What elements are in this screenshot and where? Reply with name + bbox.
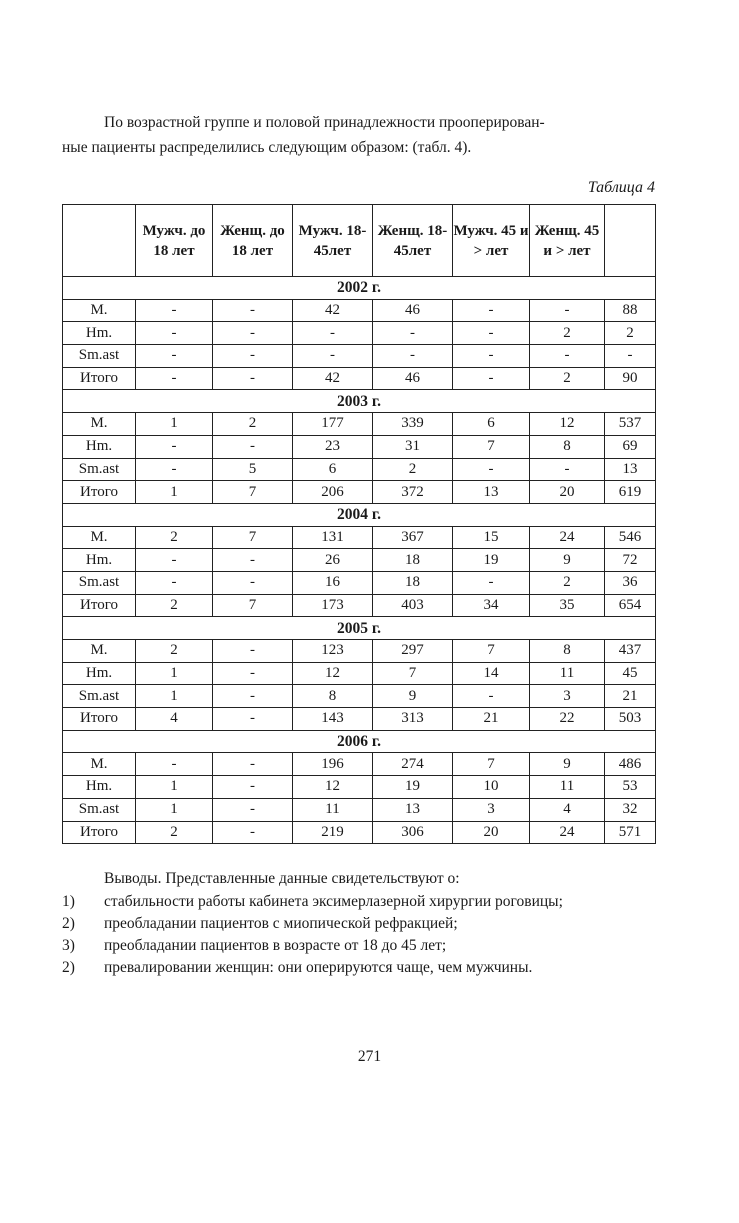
year-label: 2006 г.	[63, 730, 656, 753]
table-cell: 46	[373, 299, 453, 322]
table-row	[63, 458, 656, 481]
conclusion-item	[62, 891, 702, 913]
table-cell: 403	[373, 594, 453, 617]
row-label: Sm.ast	[63, 571, 136, 594]
table-cell: 297	[373, 640, 453, 663]
column-header	[605, 205, 656, 277]
table-cell: -	[213, 322, 293, 345]
conclusion-number: 2)	[62, 959, 75, 976]
row-label: Sm.ast	[63, 345, 136, 368]
table-row	[63, 821, 656, 844]
table-cell: 7	[453, 640, 530, 663]
table-cell: -	[213, 685, 293, 708]
year-label: 2003 г.	[63, 390, 656, 413]
page-number: 271	[357, 1048, 382, 1065]
table-cell: 11	[530, 776, 605, 799]
table-cell: 11	[293, 798, 373, 821]
table-cell: 13	[453, 481, 530, 504]
table-row	[63, 708, 656, 731]
year-label: 2005 г.	[63, 617, 656, 640]
table-cell: -	[530, 345, 605, 368]
table-cell: 2	[136, 821, 213, 844]
table-cell: 546	[605, 526, 656, 549]
table-cell: 14	[453, 662, 530, 685]
table-row	[63, 299, 656, 322]
table-cell: 32	[605, 798, 656, 821]
table-cell: 3	[530, 685, 605, 708]
conclusion-number: 3)	[62, 937, 75, 954]
table-cell: -	[530, 458, 605, 481]
conclusion-text: преобладании пациентов в возрасте от 18 до 45 лет;	[104, 937, 447, 954]
table-cell: 12	[293, 776, 373, 799]
table-cell: -	[453, 367, 530, 390]
table-cell: 2	[136, 594, 213, 617]
table-cell: -	[213, 571, 293, 594]
table-cell: -	[453, 571, 530, 594]
table-cell: 11	[530, 662, 605, 685]
column-header: Женщ. 18-45лет	[373, 205, 453, 277]
table-cell: 90	[605, 367, 656, 390]
table-row	[63, 776, 656, 799]
conclusion-text: преобладании пациентов с миопической рефракцией;	[104, 915, 458, 932]
year-row	[63, 277, 656, 300]
table-cell: 6	[453, 413, 530, 436]
table-row	[63, 640, 656, 663]
table-cell: 486	[605, 753, 656, 776]
table-cell: 21	[453, 708, 530, 731]
table-row	[63, 367, 656, 390]
table-row	[63, 753, 656, 776]
year-row	[63, 503, 656, 526]
table-row	[63, 798, 656, 821]
table-cell: 7	[453, 435, 530, 458]
table-row	[63, 594, 656, 617]
table-cell: 2	[373, 458, 453, 481]
table-header-row	[63, 205, 656, 277]
column-header: Мужч. до 18 лет	[136, 205, 213, 277]
table-cell: 24	[530, 526, 605, 549]
table-cell: 1	[136, 662, 213, 685]
table-cell: -	[530, 299, 605, 322]
table-cell: -	[213, 435, 293, 458]
conclusion-item	[62, 957, 702, 979]
table-cell: -	[293, 322, 373, 345]
table-cell: -	[373, 322, 453, 345]
table-cell: 24	[530, 821, 605, 844]
row-label: Sm.ast	[63, 798, 136, 821]
table-cell: 19	[453, 549, 530, 572]
table-row	[63, 662, 656, 685]
table-cell: -	[213, 753, 293, 776]
table-cell: 22	[530, 708, 605, 731]
table-cell: -	[213, 708, 293, 731]
table-cell: -	[213, 549, 293, 572]
table-cell: 13	[605, 458, 656, 481]
table-cell: -	[373, 345, 453, 368]
table-cell: -	[136, 571, 213, 594]
table-cell: -	[213, 367, 293, 390]
table-cell: 339	[373, 413, 453, 436]
intro-paragraph	[62, 110, 682, 160]
intro-line-2: ные пациенты распределились следующим образом: (табл. 4).	[62, 139, 472, 156]
table-cell: -	[136, 753, 213, 776]
table-row	[63, 685, 656, 708]
table-cell: -	[136, 345, 213, 368]
table-cell: 20	[453, 821, 530, 844]
table-cell: 143	[293, 708, 373, 731]
table-cell: 9	[530, 753, 605, 776]
table-cell: 654	[605, 594, 656, 617]
table-cell: 1	[136, 685, 213, 708]
table-cell: 18	[373, 571, 453, 594]
row-label: М.	[63, 526, 136, 549]
table-cell: 7	[213, 481, 293, 504]
conclusion-item	[62, 935, 702, 957]
table-cell: 274	[373, 753, 453, 776]
table-cell: -	[213, 662, 293, 685]
table-cell: -	[213, 821, 293, 844]
row-label: Итого	[63, 708, 136, 731]
year-label: 2004 г.	[63, 503, 656, 526]
table-cell: 123	[293, 640, 373, 663]
table-cell: 7	[213, 594, 293, 617]
table-row	[63, 435, 656, 458]
table-cell: 1	[136, 798, 213, 821]
row-label: Итого	[63, 821, 136, 844]
table-cell: 571	[605, 821, 656, 844]
row-label: Sm.ast	[63, 458, 136, 481]
table-cell: -	[213, 299, 293, 322]
table-cell: 18	[373, 549, 453, 572]
table-cell: 2	[530, 571, 605, 594]
table-cell: 1	[136, 776, 213, 799]
table-cell: -	[213, 640, 293, 663]
table-cell: -	[213, 798, 293, 821]
table-cell: 26	[293, 549, 373, 572]
table-cell: 88	[605, 299, 656, 322]
table-cell: -	[453, 322, 530, 345]
table-cell: -	[453, 299, 530, 322]
table-cell: 537	[605, 413, 656, 436]
row-label: М.	[63, 640, 136, 663]
row-label: Итого	[63, 481, 136, 504]
table-cell: 20	[530, 481, 605, 504]
table-cell: 21	[605, 685, 656, 708]
year-row	[63, 617, 656, 640]
table-cell: 35	[530, 594, 605, 617]
table-cell: 31	[373, 435, 453, 458]
table-cell: -	[136, 367, 213, 390]
row-label: Hm.	[63, 322, 136, 345]
column-header	[63, 205, 136, 277]
row-label: Sm.ast	[63, 685, 136, 708]
table-cell: 219	[293, 821, 373, 844]
table-cell: 9	[530, 549, 605, 572]
table-cell: 8	[530, 640, 605, 663]
table-cell: 2	[136, 526, 213, 549]
table-cell: 2	[136, 640, 213, 663]
table-cell: -	[453, 458, 530, 481]
table-cell: 619	[605, 481, 656, 504]
table-cell: 13	[373, 798, 453, 821]
table-cell: 306	[373, 821, 453, 844]
column-header: Женщ. до 18 лет	[213, 205, 293, 277]
column-header: Мужч. 18-45лет	[293, 205, 373, 277]
row-label: Итого	[63, 594, 136, 617]
table-cell: 4	[136, 708, 213, 731]
table-caption: Таблица 4	[587, 179, 655, 196]
conclusion-text: стабильности работы кабинета эксимерлазерной хирургии роговицы;	[104, 893, 563, 910]
table-cell: 2	[530, 367, 605, 390]
table-cell: 1	[136, 481, 213, 504]
row-label: Hm.	[63, 776, 136, 799]
table-cell: 19	[373, 776, 453, 799]
table-cell: 42	[293, 367, 373, 390]
table-cell: 2	[213, 413, 293, 436]
table-cell: 437	[605, 640, 656, 663]
row-label: Итого	[63, 367, 136, 390]
conclusion-text: превалировании женщин: они оперируются чаще, чем мужчины.	[104, 959, 533, 976]
table-cell: 7	[213, 526, 293, 549]
table-cell: 5	[213, 458, 293, 481]
table-row	[63, 549, 656, 572]
table-row	[63, 526, 656, 549]
table-cell: -	[136, 299, 213, 322]
table-cell: 9	[373, 685, 453, 708]
table-cell: 6	[293, 458, 373, 481]
year-row	[63, 730, 656, 753]
table-row	[63, 571, 656, 594]
table-cell: -	[136, 435, 213, 458]
conclusion-item	[62, 913, 702, 935]
row-label: Hm.	[63, 435, 136, 458]
table-cell: 45	[605, 662, 656, 685]
table-row	[63, 345, 656, 368]
table-row	[63, 413, 656, 436]
table-cell: 173	[293, 594, 373, 617]
table-cell: 2	[530, 322, 605, 345]
table-cell: -	[453, 345, 530, 368]
table-cell: 69	[605, 435, 656, 458]
table-cell: -	[213, 776, 293, 799]
conclusion-number: 2)	[62, 915, 75, 932]
table-cell: 206	[293, 481, 373, 504]
table-row	[63, 322, 656, 345]
row-label: М.	[63, 753, 136, 776]
table-cell: -	[605, 345, 656, 368]
table-cell: 8	[530, 435, 605, 458]
table-cell: -	[136, 322, 213, 345]
column-header: Женщ. 45 и > лет	[530, 205, 605, 277]
table-cell: 7	[373, 662, 453, 685]
table-cell: -	[136, 458, 213, 481]
table-cell: 7	[453, 753, 530, 776]
conclusions	[62, 868, 702, 979]
table-cell: 1	[136, 413, 213, 436]
table-cell: 42	[293, 299, 373, 322]
table-cell: 12	[293, 662, 373, 685]
table-cell: 372	[373, 481, 453, 504]
table-cell: 15	[453, 526, 530, 549]
intro-line-1: По возрастной группе и половой принадлежности прооперирован-	[104, 114, 545, 131]
year-row	[63, 390, 656, 413]
table-cell: -	[293, 345, 373, 368]
table-cell: 3	[453, 798, 530, 821]
table-row	[63, 481, 656, 504]
table-cell: 8	[293, 685, 373, 708]
table-cell: -	[213, 345, 293, 368]
row-label: М.	[63, 299, 136, 322]
table-cell: 4	[530, 798, 605, 821]
table-cell: 367	[373, 526, 453, 549]
conclusions-list	[62, 891, 702, 979]
table-cell: 23	[293, 435, 373, 458]
row-label: М.	[63, 413, 136, 436]
table-cell: 34	[453, 594, 530, 617]
row-label: Hm.	[63, 662, 136, 685]
table-body	[63, 277, 656, 844]
table-cell: 16	[293, 571, 373, 594]
row-label: Hm.	[63, 549, 136, 572]
table-cell: 53	[605, 776, 656, 799]
table-cell: 46	[373, 367, 453, 390]
table-cell: -	[453, 685, 530, 708]
table-cell: 10	[453, 776, 530, 799]
table-cell: 177	[293, 413, 373, 436]
table-cell: 12	[530, 413, 605, 436]
column-header: Мужч. 45 и > лет	[453, 205, 530, 277]
table-cell: -	[136, 549, 213, 572]
table-cell: 196	[293, 753, 373, 776]
table-cell: 72	[605, 549, 656, 572]
year-label: 2002 г.	[63, 277, 656, 300]
conclusion-number: 1)	[62, 893, 75, 910]
conclusions-heading: Выводы. Представленные данные свидетельствуют о:	[104, 870, 460, 887]
table-cell: 36	[605, 571, 656, 594]
patients-table	[62, 204, 656, 844]
table-cell: 313	[373, 708, 453, 731]
table-cell: 2	[605, 322, 656, 345]
table-cell: 131	[293, 526, 373, 549]
table-cell: 503	[605, 708, 656, 731]
